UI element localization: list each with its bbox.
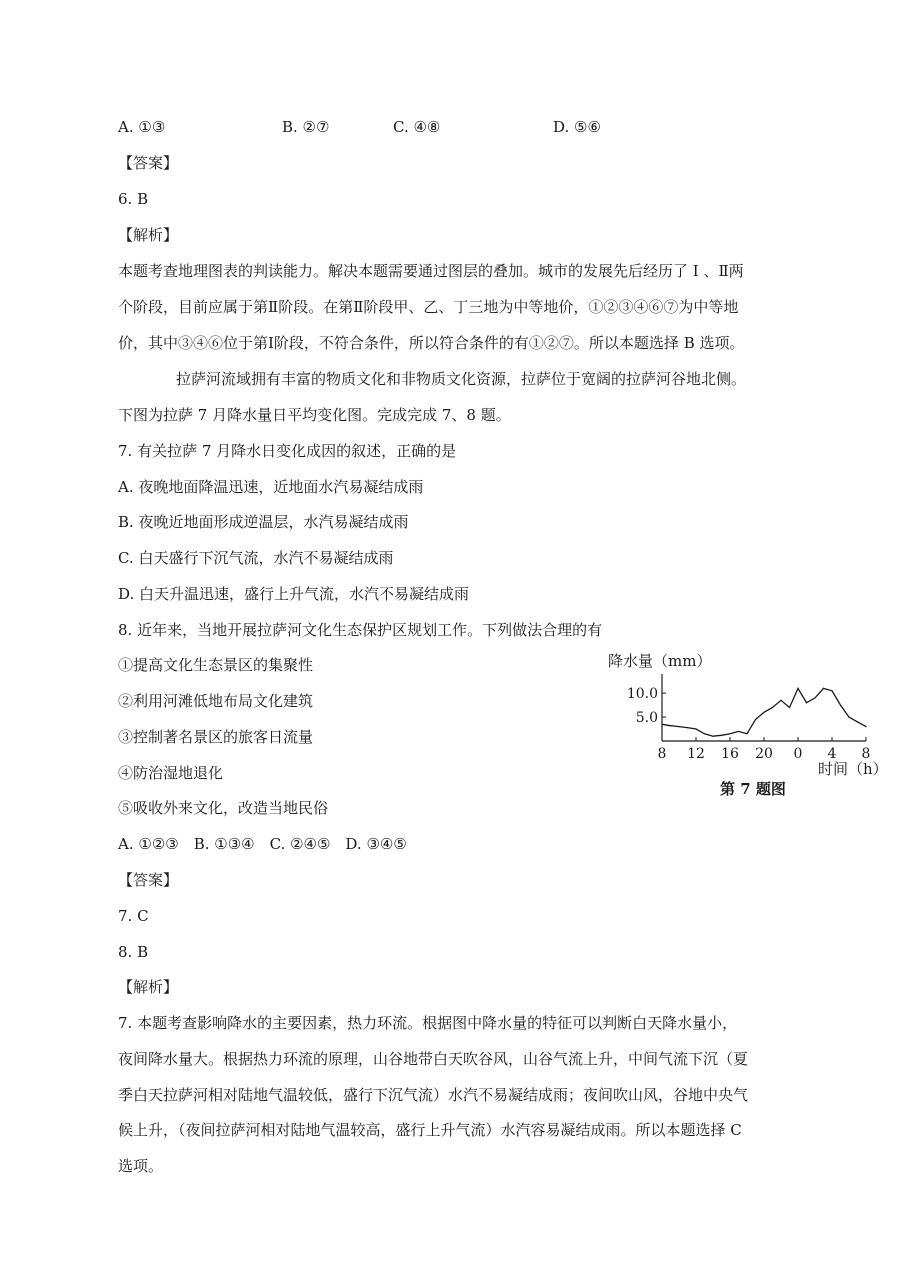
- data-point: [772, 707, 773, 708]
- analysis-label: 【解析】: [118, 978, 179, 996]
- data-point: [857, 721, 858, 722]
- x-tick-label: 16: [721, 746, 739, 762]
- data-point: [755, 719, 756, 720]
- chart-ylabel: 降水量（mm）: [608, 652, 712, 670]
- data-point: [661, 724, 662, 725]
- answer-7: 7. C: [118, 907, 149, 925]
- y-tick-label: 10.0: [626, 686, 658, 703]
- data-point: [865, 726, 866, 727]
- data-point: [814, 697, 815, 698]
- analysis-6-line-1: 本题考查地理图表的判读能力。解决本题需要通过图层的叠加。城市的发展先后经历了 Ⅰ 、Ⅱ两: [118, 262, 744, 280]
- q8-stem: 8. 近年来，当地开展拉萨河文化生态保护区规划工作。下列做法合理的有: [118, 621, 603, 639]
- data-point: [678, 726, 679, 727]
- x-tick-label: 8: [657, 746, 667, 762]
- data-point: [823, 688, 824, 689]
- answer-6: 6. B: [118, 190, 149, 208]
- data-point: [687, 727, 688, 728]
- analysis-6-line-2: 个阶段，目前应属于第Ⅱ阶段。在第Ⅱ阶段甲、乙、丁三地为中等地价，①②③④⑥⑦为中等地: [118, 298, 739, 316]
- precipitation-chart: [608, 644, 888, 804]
- data-point: [704, 733, 705, 734]
- x-tick-label: 20: [755, 746, 773, 762]
- q7-stem: 7. 有关拉萨 7 月降水日变化成因的叙述，正确的是: [118, 442, 457, 460]
- q7-option-d: D. 白天升温迅速，盛行上升气流，水汽不易凝结成雨: [118, 585, 470, 603]
- intro-line-2: 下图为拉萨 7 月降水量日平均变化图。完成完成 7、8 题。: [118, 406, 511, 424]
- x-tick-label: 4: [827, 746, 837, 762]
- data-point: [721, 735, 722, 736]
- data-point: [670, 725, 671, 726]
- q8-item-4: ④防治湿地退化: [118, 764, 224, 782]
- q8-item-5: ⑤吸收外来文化，改造当地民俗: [118, 799, 329, 817]
- data-point: [848, 716, 849, 717]
- x-tick-label: 8: [861, 746, 871, 762]
- q8-item-3: ③控制著名景区的旅客日流量: [118, 728, 314, 746]
- analysis-7-line-3: 季白天拉萨河相对陆地气温较低，盛行下沉气流）水汽不易凝结成雨；夜间吹山风，谷地中央气: [118, 1086, 749, 1104]
- data-point: [695, 728, 696, 729]
- x-tick-label: 12: [687, 746, 705, 762]
- data-point: [738, 731, 739, 732]
- answer-label: 【答案】: [118, 871, 179, 889]
- q7-option-a: A. 夜晚地面降温迅速，近地面水汽易凝结成雨: [118, 478, 424, 496]
- data-point: [712, 736, 713, 737]
- analysis-7-line-4: 候上升，（夜间拉萨河相对陆地气温较高，盛行上升气流）水汽容易凝结成雨。所以本题选择 C: [118, 1121, 742, 1139]
- q6-option-a: A. ①③: [118, 118, 166, 136]
- data-point: [797, 688, 798, 689]
- y-tick-label: 5.0: [635, 710, 658, 727]
- data-point: [780, 700, 781, 701]
- chart-xlabel: 时间（h）: [818, 760, 888, 778]
- chart-caption: 第 7 题图: [720, 780, 786, 798]
- data-point: [729, 733, 730, 734]
- analysis-7-line-2: 夜间降水量大。根据热力环流的原理，山谷地带白天吹谷风，山谷气流上升，中间气流下沉（夏: [118, 1050, 749, 1068]
- q8-item-2: ②利用河滩低地布局文化建筑: [118, 692, 314, 710]
- intro-line-1: 拉萨河流域拥有丰富的物质文化和非物质文化资源，拉萨位于宽阔的拉萨河谷地北侧。: [176, 370, 747, 388]
- data-point: [831, 690, 832, 691]
- x-tick-label: 0: [793, 746, 803, 762]
- data-point: [806, 702, 807, 703]
- q8-item-1: ①提高文化生态景区的集聚性: [118, 656, 314, 674]
- answer-8: 8. B: [118, 943, 149, 961]
- data-point: [840, 705, 841, 706]
- q6-option-d: D. ⑤⑥: [553, 118, 601, 136]
- q6-option-c: C. ④⑧: [393, 118, 441, 136]
- q7-option-b: B. 夜晚近地面形成逆温层，水汽易凝结成雨: [118, 513, 409, 531]
- analysis-7-line-5: 选项。: [118, 1157, 164, 1175]
- data-point: [763, 712, 764, 713]
- q7-option-c: C. 白天盛行下沉气流，水汽不易凝结成雨: [118, 549, 394, 567]
- analysis-label: 【解析】: [118, 226, 179, 244]
- data-point: [789, 707, 790, 708]
- data-point: [746, 733, 747, 734]
- q6-option-b: B. ②⑦: [282, 118, 330, 136]
- q8-options: A. ①②③ B. ①③④ C. ②④⑤ D. ③④⑤: [118, 835, 407, 853]
- answer-label: 【答案】: [118, 154, 179, 172]
- analysis-7-line-1: 7. 本题考查影响降水的主要因素，热力环流。根据图中降水量的特征可以判断白天降水量小，: [118, 1014, 738, 1032]
- analysis-6-line-3: 价，其中③④⑥位于第Ⅰ阶段，不符合条件，所以符合条件的有①②⑦。所以本题选择 B 选项。: [118, 334, 745, 352]
